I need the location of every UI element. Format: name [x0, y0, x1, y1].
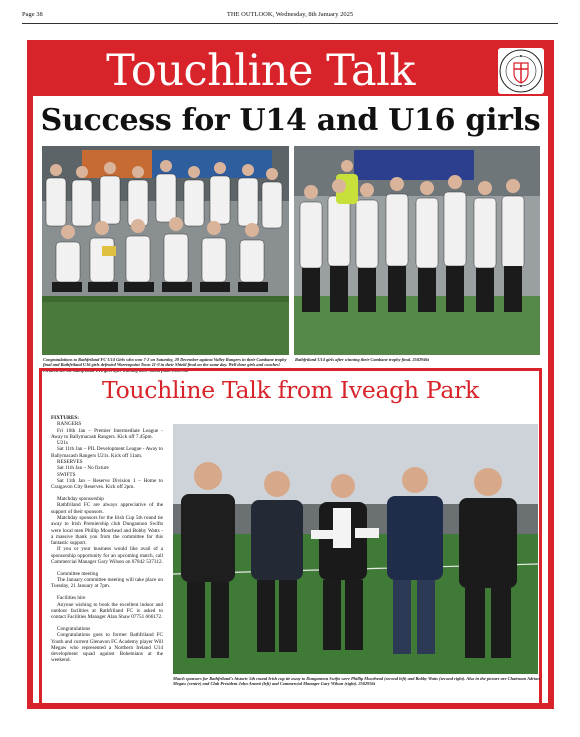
match-sponsors-photo	[173, 424, 538, 674]
article-body	[51, 415, 163, 664]
caption-u16-photo: Congratulations to Rathfriland FC U14 Girls who won 7-2 on Saturday, 28 December against Valley Rangers in their Cambane trophy final and Rathfriland U16 girls defeated Warrenpoint Town 11-0 in their Shield final on the same day. Well done girls and coaches! Pictured are the Rathfriland U16 girls after winning their Shield final. 2502950t	[43, 357, 287, 373]
article-paragraph: If you or your business would like avail of a sponsorship opportunity for an upcoming match, call Commercial Manager Gary Wilson on 07842 537312.	[51, 546, 163, 566]
article-paragraph: FIXTURES:	[51, 415, 79, 421]
article-paragraph: U21s	[57, 440, 68, 447]
article-paragraph: Anyone wishing to book the excellent indoor and outdoor facilities at Rathfriland FC is asked to contact Facilities Manager Alan Shaw 07751 666172.	[51, 601, 163, 621]
u14-girls-team-photo	[294, 146, 540, 355]
headline: Success for U14 and U16 girls	[40, 102, 541, 138]
section-title: Touchline Talk from Iveagh Park	[102, 376, 479, 404]
article-paragraph: RANGERS	[57, 421, 82, 428]
article-paragraph: Sat 11th Jan – PIL Development League - Away to Ballymacash Rangers U21s. Kick off 11am.	[51, 446, 163, 459]
caption-sponsors-photo: Match sponsors for Rathfriland's historic 5th round Irish cup tie away to Dungannon Swifts were Phillip Moorhead (second left) and Bobby Watts (second right). Also in the picture are Chairman Adrian Megaw (centre) and Club President John Annett (left) and Commercial Manager Gary Wilson (right). 2502956t	[173, 676, 540, 687]
article-paragraph: Facilities hire	[57, 595, 86, 602]
article-paragraph: Congratulations goes to former Rathfriland FC Youth and current Glenavon FC Academy player Will Megaw who represented a Northern Ireland U14 development squad against Bohemians at the weekend.	[51, 632, 163, 664]
running-head	[22, 10, 558, 24]
banner-title: Touchline Talk	[106, 45, 415, 96]
article-paragraph: Rathfriland FC are always appreciative of the support of their sponsors.	[51, 502, 163, 515]
article-paragraph: Committee meeting	[57, 570, 99, 577]
article-paragraph: Matchday sponsors for the Irish Cup 5th round tie away to Irish Premiership club Dungannon Swifts were local men Phillip Moorhead and Bobby Watts - a massive thank you from the committee for this fantastic support.	[51, 514, 163, 547]
article-paragraph: SWIFTS	[57, 471, 76, 478]
u16-girls-team-photo	[42, 146, 289, 355]
caption-u14-photo: Rathfriland U14 girls after winning their Cambane trophy final. 2502946t	[295, 357, 429, 362]
article-paragraph: The January committee meeting will take place on Tuesday, 21 January at 7pm.	[51, 577, 163, 590]
rathfriland-fc-crest-icon	[498, 48, 544, 94]
banner	[33, 46, 548, 96]
article-paragraph: Sat 11th Jan – Reserve Division 1 – Home to Craigavon City Reserves. Kick off 2pm.	[51, 477, 163, 491]
article-paragraph: Fri 10th Jan – Premier Intermediate League - Away to Ballymacash Rangers. Kick off 7.45pm.	[51, 427, 163, 440]
article-paragraph: Congratulations	[57, 625, 91, 632]
page-number: Page 38	[22, 11, 43, 18]
article-paragraph: Matchday sponsorship	[57, 496, 104, 503]
article-paragraph: RESERVES	[57, 459, 83, 466]
feature-frame	[27, 40, 554, 709]
masthead-date: THE OUTLOOK, Wednesday, 8th January 2025	[226, 11, 354, 18]
article-paragraph: Sat 11th Jan – No fixture	[57, 465, 109, 472]
